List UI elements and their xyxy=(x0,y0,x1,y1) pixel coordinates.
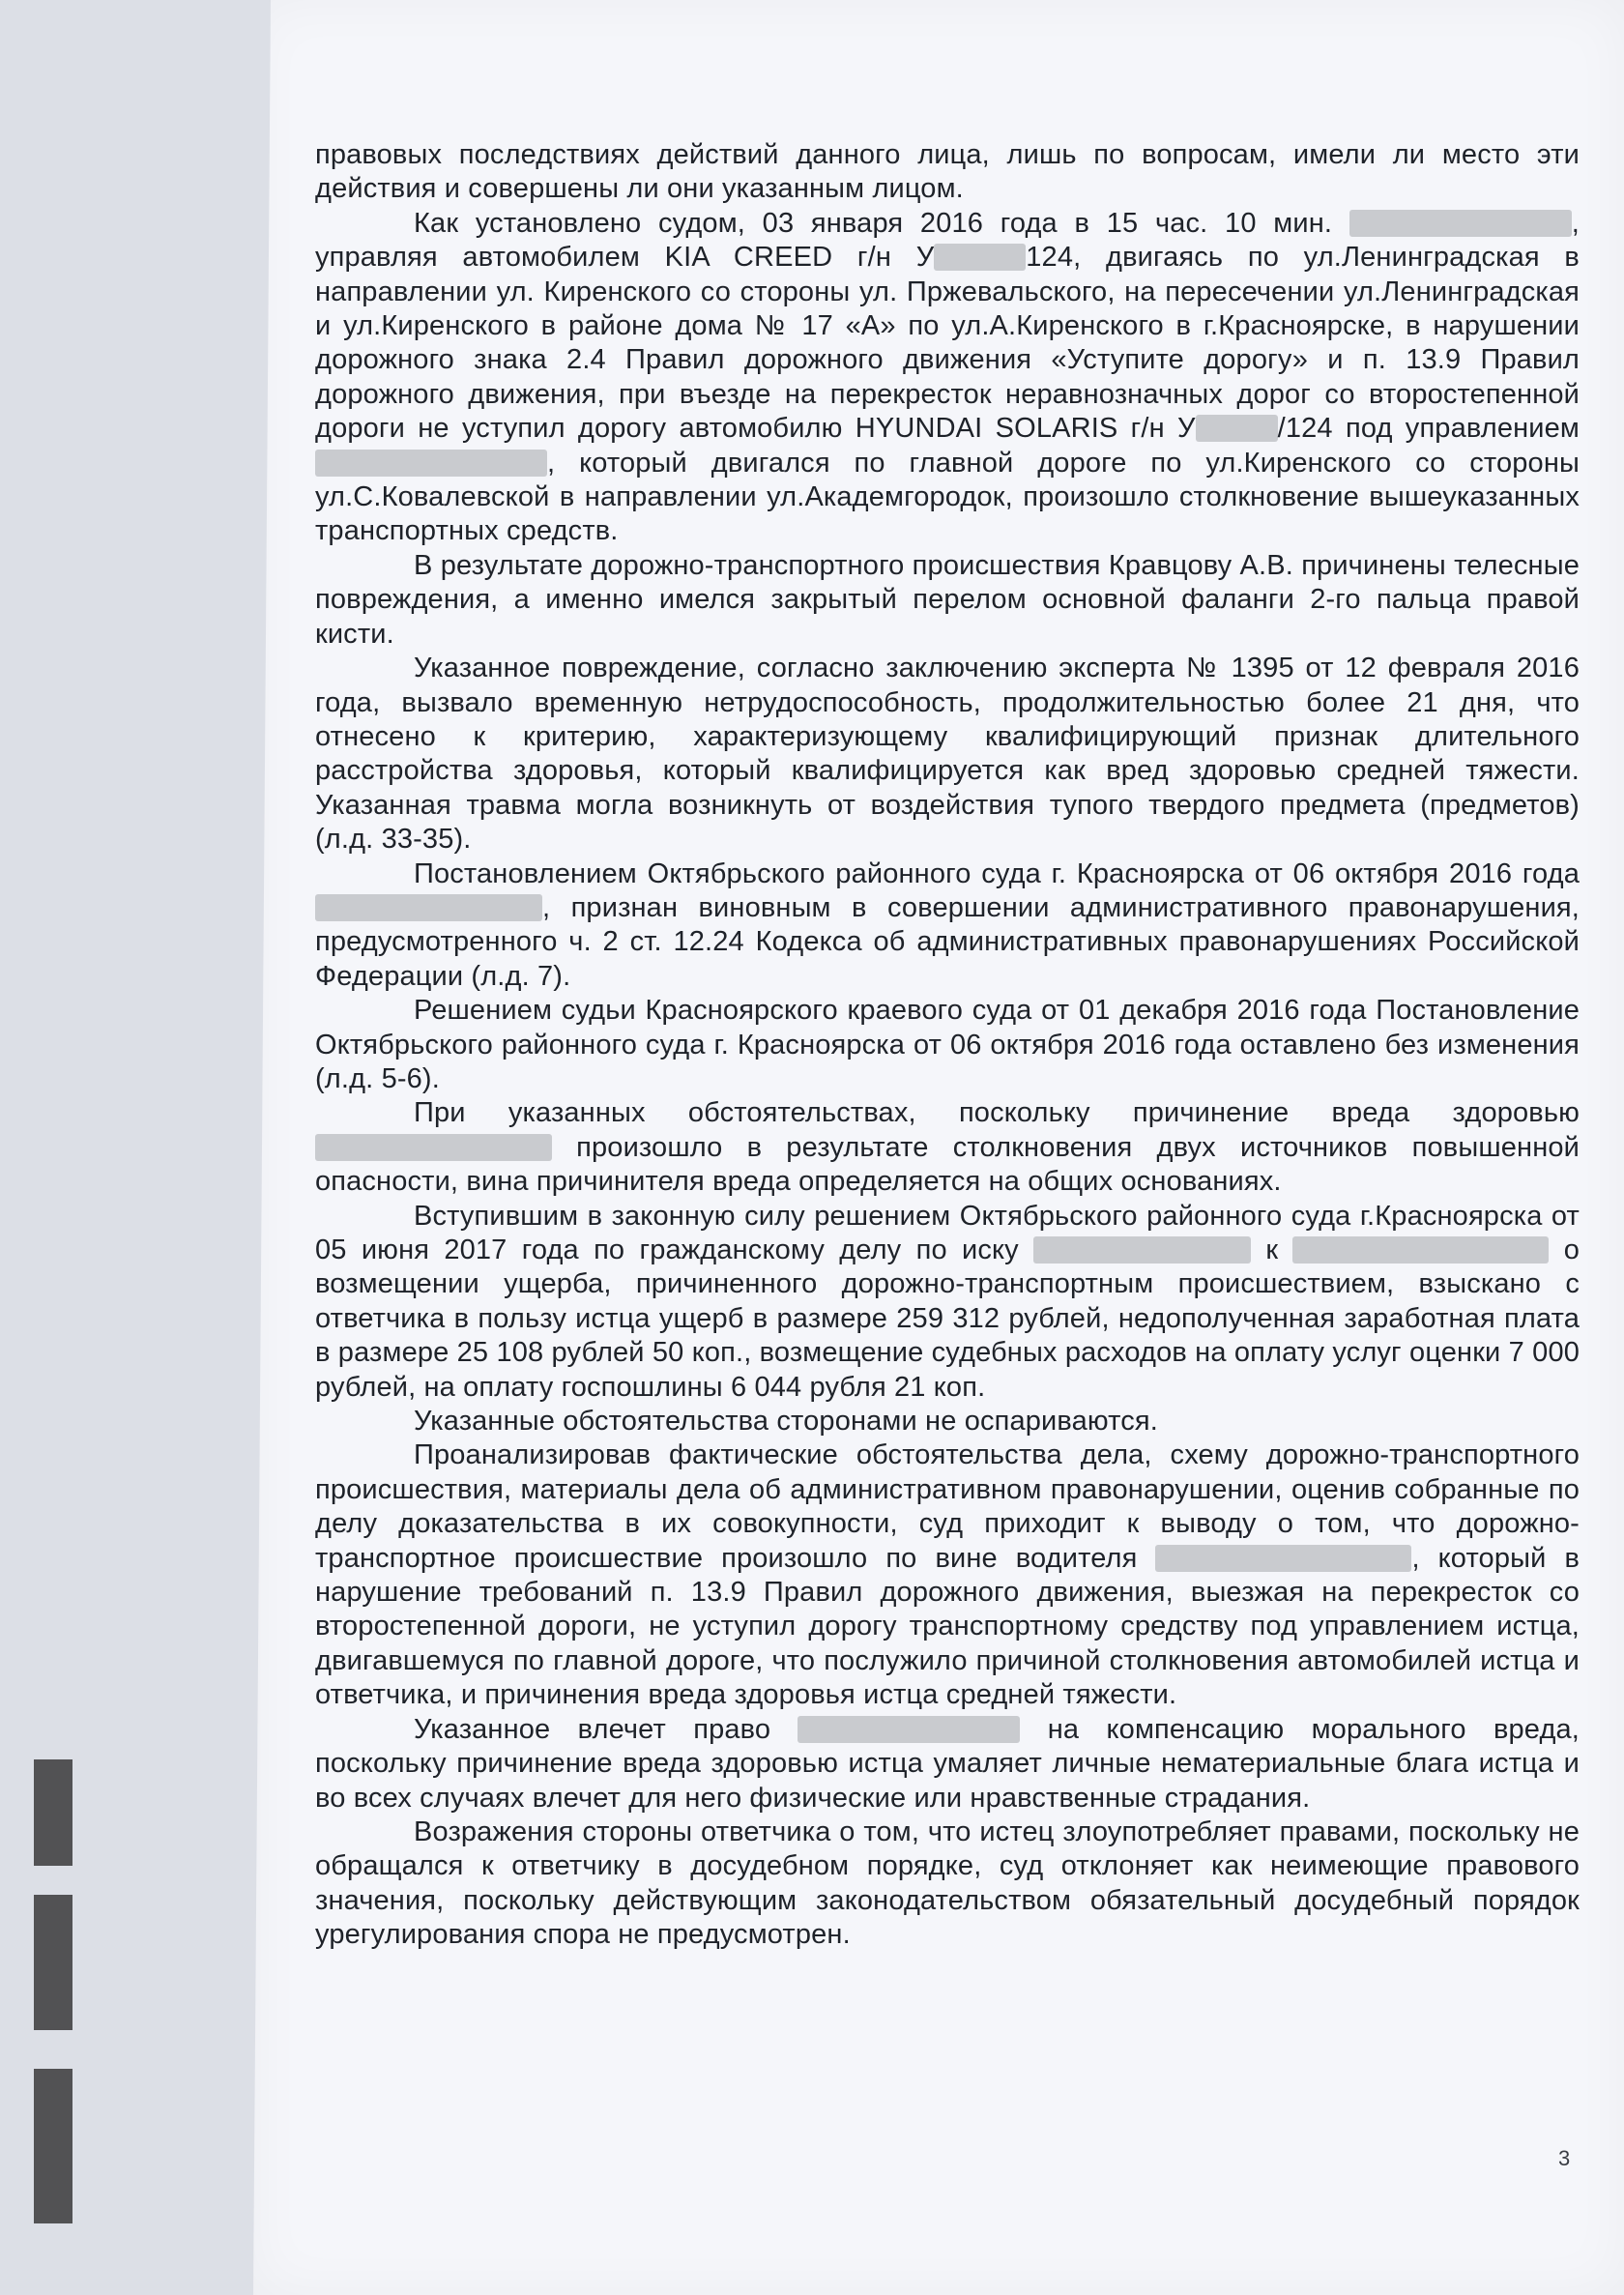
redacted-name xyxy=(315,1134,552,1161)
scan-binding-mark xyxy=(34,1895,72,2030)
paragraph xyxy=(315,207,1580,549)
scan-binding-mark xyxy=(34,1759,72,1866)
page-number: 3 xyxy=(1558,2146,1571,2170)
text-run: Как установлено судом, 03 января 2016 года в 15 час. 10 мин. xyxy=(414,207,1349,239)
paragraph xyxy=(315,138,1580,207)
text-run: Решением судьи Красноярского краевого суда от 01 декабря 2016 года Постановление Октябрьского районного суда г. Красноярска от 06 октября 2016 года оставлено без изменения (л.д. 5-6). xyxy=(315,995,1580,1094)
text-run: , управляя автомобилем KIA CREED г/н У xyxy=(315,207,1580,274)
text-run: Постановлением Октябрьского районного суда г. Красноярска от 06 октября 2016 года xyxy=(414,857,1580,889)
paragraph xyxy=(315,1713,1580,1816)
text-run: Проанализировав фактические обстоятельства дела, схему дорожно-транспортного происшествия, материалы дела об административном правонарушении, оценив собранные по делу доказательства в их совокупности, суд приходит к выводу о том, что дорожно-транспортное происшествие произошло по вине водителя xyxy=(315,1439,1580,1574)
text-run: Указанные обстоятельства сторонами не оспариваются. xyxy=(414,1406,1158,1438)
redacted-name xyxy=(1349,210,1572,237)
text-run: Указанное повреждение, согласно заключению эксперта № 1395 от 12 февраля 2016 года, вызвало временную нетрудоспособность, продолжительностью более 21 дня, что отнесено к критерию, характеризующему квалифицирующий признак длительного расстройства здоровья, который квалифицируется как вред здоровью средней тяжести. Указанная травма могла возникнуть от воздействия тупого твердого предмета (предметов) (л.д. 33-35). xyxy=(315,653,1580,856)
paragraph xyxy=(315,1200,1580,1405)
paragraph xyxy=(315,1096,1580,1199)
paragraph xyxy=(315,1438,1580,1712)
text-run: Возражения стороны ответчика о том, что истец злоупотребляет правами, поскольку не обращался к ответчику в досудебном порядке, суд отклоняет как неимеющие правового значения, поскольку действующим законодательством обязательный досудебный порядок урегулирования спора не предусмотрен. xyxy=(315,1816,1580,1951)
paragraph xyxy=(315,549,1580,652)
redacted-name xyxy=(1155,1545,1411,1572)
paragraph xyxy=(315,652,1580,857)
text-run: к xyxy=(1251,1235,1293,1265)
text-run: 124, двигаясь по ул.Ленинградская в направлении ул. Киренского со стороны ул. Пржевальского, на пересечении ул.Ленинградская и ул.Киренского в районе дома № 17 «А» по ул.А.Киренского в г.Красноярске, в нарушении дорожного знака 2.4 Правил дорожного движения «Уступите дорогу» и п. 13.9 Правил дорожного движения, при въезде на перекресток неравнозначных дорог со второстепенной дороги не уступил дорогу автомобилю HYUNDAI SOLARIS г/н У xyxy=(315,242,1580,445)
redacted-name xyxy=(1033,1236,1251,1264)
document-body xyxy=(315,138,1580,1953)
text-run: При указанных обстоятельствах, поскольку причинение вреда здоровью xyxy=(414,1097,1580,1129)
text-run: , признан виновным в совершении административного правонарушения, предусмотренного ч. 2 ст. 12.24 Кодекса об административных правонарушениях Российской Федерации (л.д. 7). xyxy=(315,891,1580,992)
text-run: Вступившим в законную силу решением Октябрьского районного суда г.Красноярска от 05 июня 2017 года по гражданскому делу по иску xyxy=(315,1200,1580,1265)
redacted-name xyxy=(315,894,542,921)
text-run: В результате дорожно-транспортного происшествия Кравцову А.В. причинены телесные повреждения, а именно имелся закрытый перелом основной фаланги 2-го пальца правой кисти. xyxy=(315,549,1580,650)
redacted-name xyxy=(934,244,1026,271)
redacted-name xyxy=(1292,1236,1549,1264)
paragraph xyxy=(315,1816,1580,1953)
redacted-name xyxy=(315,450,547,477)
paragraph xyxy=(315,1405,1580,1438)
redacted-name xyxy=(798,1716,1020,1743)
text-run: /124 под управлением xyxy=(1277,413,1580,445)
paragraph xyxy=(315,994,1580,1096)
text-run: , который двигался по главной дороге по ул.Киренского со стороны ул.С.Ковалевской в направлении ул.Академгородок, произошло столкновение вышеуказанных транспортных средств. xyxy=(315,447,1580,547)
paragraph xyxy=(315,857,1580,995)
text-run: , который в нарушение требований п. 13.9 Правил дорожного движения, выезжая на перекресток со второстепенной дороги, не уступил дорогу транспортному средству под управлением истца, двигавшемуся по главной дороге, что послужило причиной столкновения автомобилей истца и ответчика, и причинения вреда здоровья истца средней тяжести. xyxy=(315,1542,1580,1711)
text-run: Указанное влечет право xyxy=(414,1713,798,1745)
text-run: произошло в результате столкновения двух источников повышенной опасности, вина причинителя вреда определяется на общих основаниях. xyxy=(315,1131,1580,1198)
redacted-name xyxy=(1196,415,1278,442)
scan-binding-mark xyxy=(34,2069,72,2223)
text-run: на компенсацию морального вреда, поскольку причинение вреда здоровью истца умаляет личные нематериальные блага истца и во всех случаях влечет для него физические или нравственные страдания. xyxy=(315,1713,1580,1814)
text-run: о возмещении ущерба, причиненного дорожно-транспортным происшествием, взыскано с ответчика в пользу истца ущерб в размере 259 312 рублей, недополученная заработная плата в размере 25 108 рублей 50 коп., возмещение судебных расходов на оплату услуг оценки 7 000 рублей, на оплату госпошлины 6 044 рубля 21 коп. xyxy=(315,1235,1580,1403)
text-run: правовых последствиях действий данного лица, лишь по вопросам, имели ли место эти действия и совершены ли они указанным лицом. xyxy=(315,139,1580,205)
